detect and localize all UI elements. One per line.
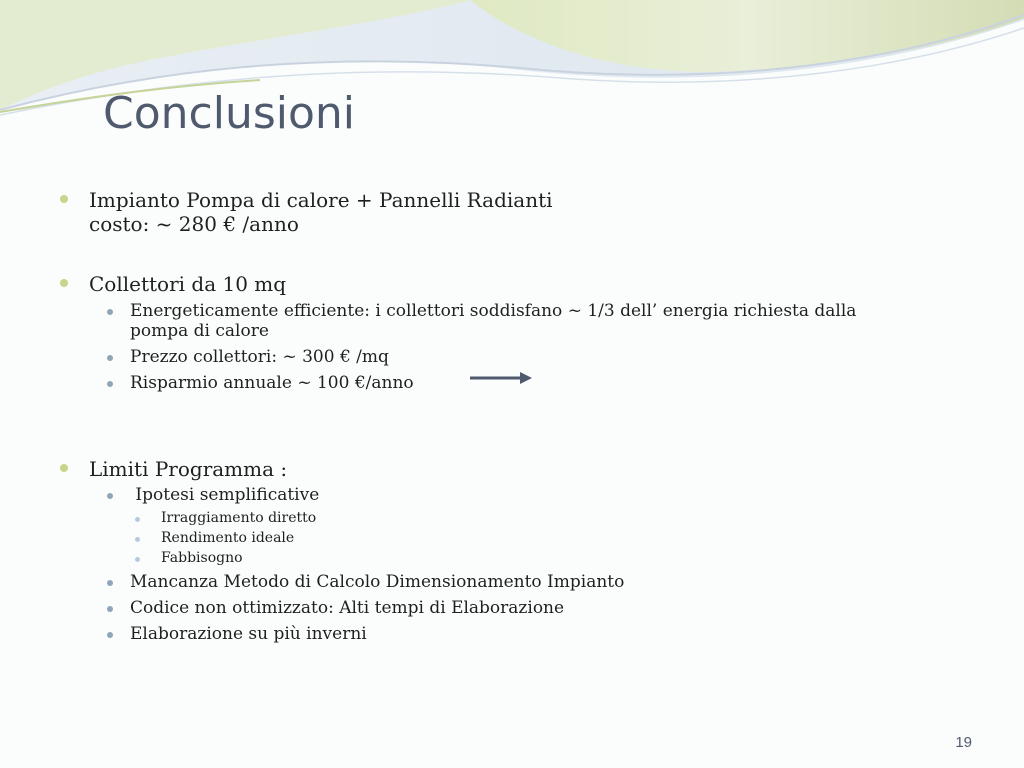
sub-bullet-text: Energeticamente efficiente: i collettori soddisfano ~ 1/3 dell’ energia richiesta dalla xyxy=(130,301,857,321)
sub-bullet-text: Elaborazione su più inverni xyxy=(130,624,367,644)
sub-sub-bullet-text: Irraggiamento diretto xyxy=(161,510,317,526)
sub-sub-bullet-text: Fabbisogno xyxy=(161,550,243,566)
bullet-text: Limiti Programma : xyxy=(89,457,288,481)
sub-bullet-dot xyxy=(107,580,113,586)
sub-sub-bullet-dot xyxy=(135,557,140,562)
sub-bullet-text: Risparmio annuale ~ 100 €/anno xyxy=(130,373,414,393)
bullet-dot xyxy=(60,464,68,472)
bullet-dot xyxy=(60,279,68,287)
right-arrow-icon xyxy=(470,371,532,385)
bullet-text: Collettori da 10 mq xyxy=(89,272,287,296)
sub-bullet-dot xyxy=(107,632,113,638)
sub-bullet-item xyxy=(130,301,856,341)
sub-bullet-dot xyxy=(107,381,113,387)
sub-sub-bullet-dot xyxy=(135,517,140,522)
bullet-text: costo: ~ 280 € /anno xyxy=(89,212,299,236)
bullet-dot xyxy=(60,195,68,203)
bullet-text: Impianto Pompa di calore + Pannelli Radianti xyxy=(89,188,553,212)
bullet-item xyxy=(89,188,553,236)
sub-bullet-text: Mancanza Metodo di Calcolo Dimensionamento Impianto xyxy=(130,572,625,592)
sub-bullet-dot xyxy=(107,355,113,361)
sub-bullet-dot xyxy=(107,493,113,499)
sub-bullet-dot xyxy=(107,309,113,315)
sub-bullet-text: Codice non ottimizzato: Alti tempi di Elaborazione xyxy=(130,598,565,618)
sub-bullet-dot xyxy=(107,606,113,612)
sub-sub-bullet-dot xyxy=(135,537,140,542)
sub-bullet-text: Prezzo collettori: ~ 300 € /mq xyxy=(130,347,389,367)
page-number: 19 xyxy=(955,734,972,751)
sub-bullet-text: pompa di calore xyxy=(130,321,269,341)
sub-sub-bullet-text: Rendimento ideale xyxy=(161,530,295,546)
sub-bullet-text: Ipotesi semplificative xyxy=(130,485,320,505)
slide-title: Conclusioni xyxy=(103,88,356,139)
